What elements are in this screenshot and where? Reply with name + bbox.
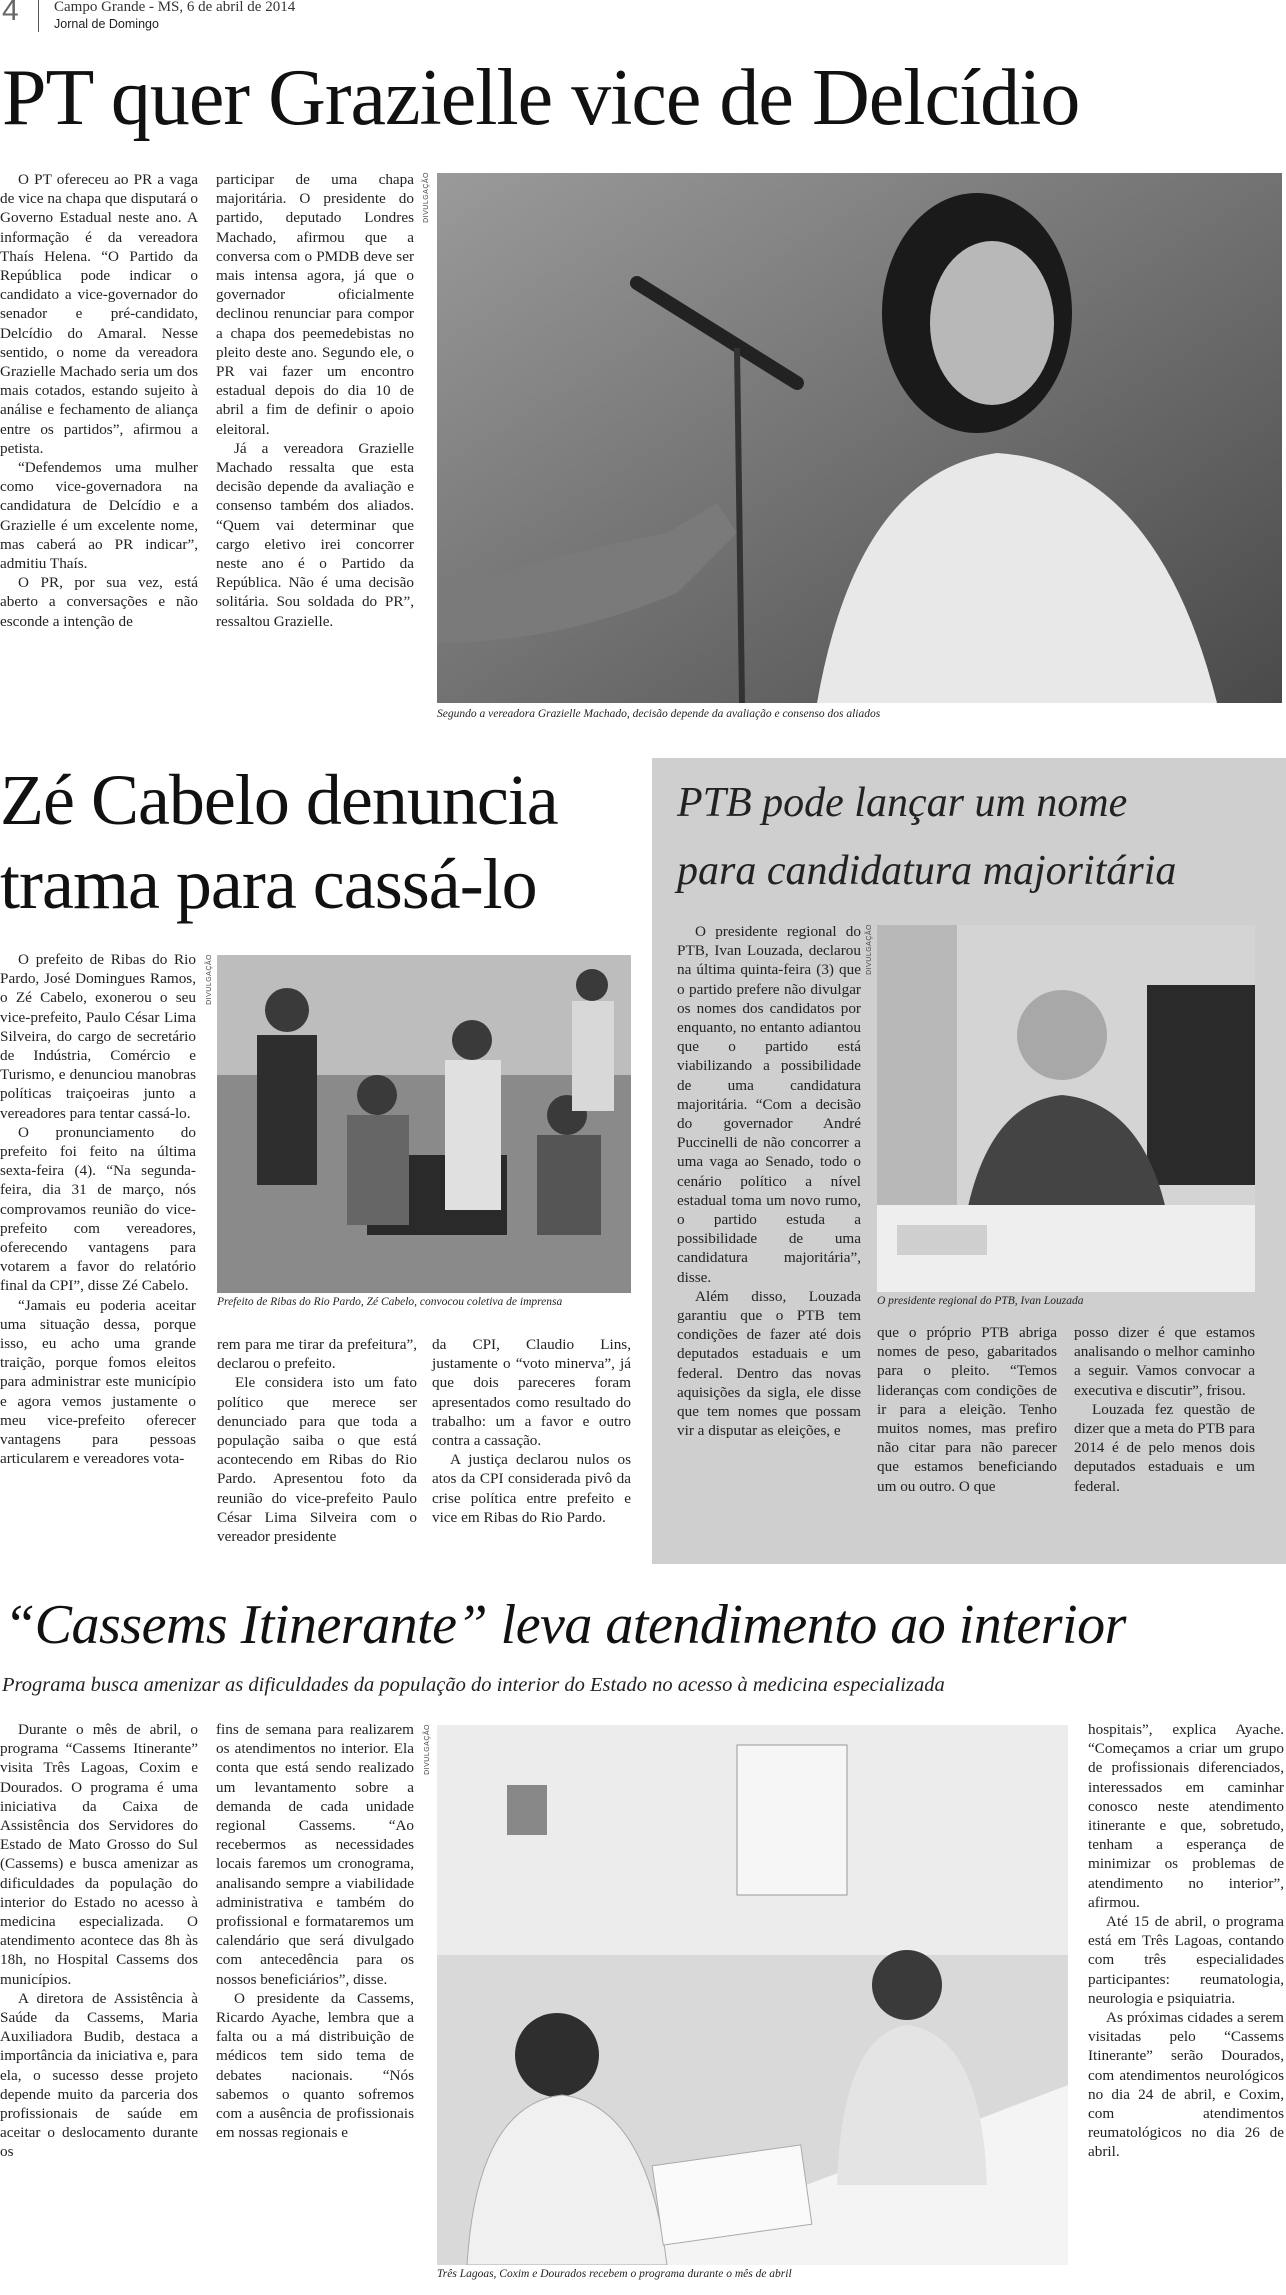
photo-caption: Segundo a vereadora Grazielle Machado, decisão depende da avaliação e consenso dos aliados (437, 708, 881, 720)
paragraph: rem para me tirar da prefeitura”, declarou o prefeito. (217, 1336, 417, 1373)
photo-medical-consultation (437, 1725, 1068, 2265)
headline-story3-line1: PTB pode lançar um nome (677, 780, 1128, 826)
paragraph: Já a vereadora Grazielle Machado ressalta que esta decisão depende da avaliação e consenso também dos aliados. “Quem vai determinar que cargo eletivo irei concorrer neste ano é o Partido da República. Não é uma decisão solitária. Sou soldada do PR”, ressaltou Grazielle. (216, 439, 414, 630)
story1-column-1 (0, 170, 198, 631)
publication-name: Jornal de Domingo (54, 17, 159, 31)
photo-credit: DIVULGAÇÃO (866, 924, 873, 975)
photo-caption: Três Lagoas, Coxim e Dourados recebem o programa durante o mês de abril (437, 2268, 792, 2280)
story3-column-3 (1074, 1323, 1255, 1496)
headline-story1: PT quer Grazielle vice de Delcídio (2, 54, 1080, 142)
header-divider (38, 0, 39, 32)
story3-column-1 (677, 922, 861, 1440)
paragraph: que o próprio PTB abriga nomes de peso, gabaritados para o pleito. “Temos lideranças com condições de ir para a eleição. Tenho muitos nomes, mas prefiro não citar para não parecer que estamos beneficiando um ou outro. O que (877, 1324, 1057, 1495)
page-header (0, 0, 1286, 34)
dateline: Campo Grande - MS, 6 de abril de 2014 (54, 0, 296, 15)
paragraph: hospitais”, explica Ayache. “Começamos a criar um grupo de profissionais diferenciados, interessados em caminhar conosco neste atendimento itinerante e que, sobretudo, tenham a esperança de minimizar os problemas de atendimento no interior”, afirmou. (1088, 1721, 1284, 1911)
headline-story2-line2: trama para cassá-lo (0, 844, 537, 924)
headline-story4: “Cassems Itinerante” leva atendimento ao interior (4, 1594, 1126, 1656)
photo-ivan-louzada (877, 925, 1255, 1292)
paragraph: O PT ofereceu ao PR a vaga de vice na chapa que disputará o Governo Estadual neste ano. A informação é da vereadora Thaís Helena. “O Partido da República pode indicar o candidato a vice-governador do senador e pré-candidato, Delcídio do Amaral. Nesse sentido, o nome da vereadora Grazielle Machado seria um dos mais cotados, estando sujeito à análise e fechamento de aliança entre os partidos”, afirmou a petista. (0, 171, 198, 457)
photo-caption: O presidente regional do PTB, Ivan Louzada (877, 1295, 1084, 1307)
photo-credit: DIVULGAÇÃO (206, 954, 213, 1005)
story3-column-2 (877, 1323, 1057, 1496)
paragraph: O prefeito de Ribas do Rio Pardo, José Domingues Ramos, o Zé Cabelo, exonerou o seu vice-prefeito, Paulo César Lima Silveira, do cargo de secretário de Indústria, Comércio e Turismo, e denunciou manobras políticas traiçoeiras junto a vereadores para tentar cassá-lo. (0, 951, 196, 1122)
story4-column-1 (0, 1720, 198, 2162)
paragraph: Louzada fez questão de dizer que a meta do PTB para 2014 é de pelo menos dois deputados estaduais e um federal. (1074, 1400, 1255, 1495)
paragraph: Até 15 de abril, o programa está em Três Lagoas, contando com três especialidades participantes: reumatologia, neurologia e psiquiatria. (1088, 1913, 1284, 2007)
paragraph: A justiça declarou nulos os atos da CPI considerada pivô da crise política entre prefeito e vice em Ribas do Rio Pardo. (432, 1451, 631, 1526)
subheadline-story4: Programa busca amenizar as dificuldades da população do interior do Estado no acesso à medicina especializada (2, 1674, 945, 1696)
paragraph: participar de uma chapa majoritária. O presidente do partido, deputado Londres Machado, afirmou que a conversa com o PMDB deve ser mais intensa agora, já que o governador oficialmente declinou renunciar para compor a chapa dos peemedebistas no pleito deste ano. Segundo ele, o PR vai fazer um encontro estadual depois do dia 10 de abril a fim de definir o apoio eleitoral. (216, 171, 414, 438)
paragraph: A diretora de Assistência à Saúde da Cassems, Maria Auxiliadora Budib, destaca a importância da iniciativa e, para ela, o sucesso desse projeto depende muito da parceria dos profissionais de saúde em aceitar o deslocamento durante os (0, 1989, 198, 2161)
photo-credit: DIVULGAÇÃO (423, 172, 430, 223)
page-number: 4 (2, 0, 19, 27)
paragraph: fins de semana para realizarem os atendimentos no interior. Ela conta que está sendo realizado um levantamento sobre a demanda de cada unidade regional Cassems. “Ao recebermos as necessidades locais faremos um cronograma, analisando sempre a viabilidade administrativa e também do profissional e formataremos um calendário que será divulgado com antecedência para os nossos beneficiários”, disse. (216, 1721, 414, 1988)
paragraph: O pronunciamento do prefeito foi feito na última sexta-feira (4). “Na segunda-feira, dia 31 de março, nós comprovamos reunião do vice-prefeito com vereadores, oferecendo vantagens para votarem a favor do relatório final da CPI”, disse Zé Cabelo. (0, 1123, 196, 1295)
story2-column-2 (217, 1335, 417, 1546)
paragraph: “Defendemos uma mulher como vice-governadora na candidatura de Delcídio e a Grazielle é um excelente nome, mas caberá ao PR indicar”, admitiu Thaís. (0, 459, 198, 573)
paragraph: posso dizer é que estamos analisando o melhor caminho a seguir. Vamos convocar a executiva e discutir”, frisou. (1074, 1324, 1255, 1399)
paragraph: “Jamais eu poderia aceitar uma situação dessa, porque isso, eu acho uma grande traição, porque fomos eleitos para administrar este município e agora vemos justamente o meu vice-prefeito oferecer vantagens para pessoas articularem e vereadores vota- (0, 1296, 196, 1468)
paragraph: As próximas cidades a serem visitadas pelo “Cassems Itinerante” serão Dourados, com atendimentos neurológicos no dia 24 de abril, e Coxim, com atendimentos reumatológicos no dia 26 de abril. (1088, 2009, 1284, 2161)
headline-story3-line2: para candidatura majoritária (677, 848, 1177, 894)
paragraph: Durante o mês de abril, o programa “Cassems Itinerante” visita Três Lagoas, Coxim e Dourados. O programa é uma iniciativa da Caixa de Assistência dos Servidores do Estado de Mato Grosso do Sul (Cassems) e busca amenizar as dificuldades da população do interior do Estado no acesso à medicina especializada. O atendimento acontece das 8h às 18h, no Hospital Cassems dos municípios. (0, 1721, 198, 1988)
paragraph: O PR, por sua vez, está aberto a conversações e não esconde a intenção de (0, 574, 198, 630)
story1-column-2 (216, 170, 414, 631)
photo-councilwoman (437, 173, 1282, 703)
headline-story2-line1: Zé Cabelo denuncia (0, 760, 558, 840)
story4-column-2 (216, 1720, 414, 2142)
story2-column-1 (0, 950, 196, 1468)
story4-column-3 (1088, 1720, 1284, 2162)
paragraph: O presidente da Cassems, Ricardo Ayache, lembra que a falta ou a má distribuição de médicos tem sido tema de debates nacionais. “Nós sabemos o quanto sofremos com a ausência de profissionais em nossas regionais e (216, 1989, 414, 2142)
paragraph: Além disso, Louzada garantiu que o PTB tem condições de fazer até dois deputados estaduais e um federal. Dentro das novas aquisições da sigla, ele disse que tem nomes que possam vir a disputar as eleições, e (677, 1287, 861, 1440)
photo-credit: DIVULGAÇÃO (424, 1724, 431, 1775)
story2-column-3 (432, 1335, 631, 1527)
photo-press-conference (217, 955, 631, 1293)
paragraph: O presidente regional do PTB, Ivan Louzada, declarou na última quinta-feira (3) que o partido prefere não divulgar os nomes dos candidatos por enquanto, no entanto adiantou que o partido está viabilizando a possibilidade de uma candidatura majoritária. “Com a decisão do governador André Puccinelli de não concorrer a uma vaga ao Senado, todo o cenário político a nível estadual toma um novo rumo, o partido estuda a possibilidade de uma candidatura majoritária”, disse. (677, 923, 861, 1286)
paragraph: da CPI, Claudio Lins, justamente o “voto minerva”, já que dois pareceres foram apresentados como resultado do trabalho: um a favor e outro contra a cassação. (432, 1336, 631, 1450)
photo-caption: Prefeito de Ribas do Rio Pardo, Zé Cabelo, convocou coletiva de imprensa (217, 1296, 563, 1308)
paragraph: Ele considera isto um fato político que merece ser denunciado para que toda a população saiba o que está acontecendo em Ribas do Rio Pardo. Apresentou foto da reunião do vice-prefeito Paulo César Lima Silveira com o vereador presidente (217, 1374, 417, 1546)
